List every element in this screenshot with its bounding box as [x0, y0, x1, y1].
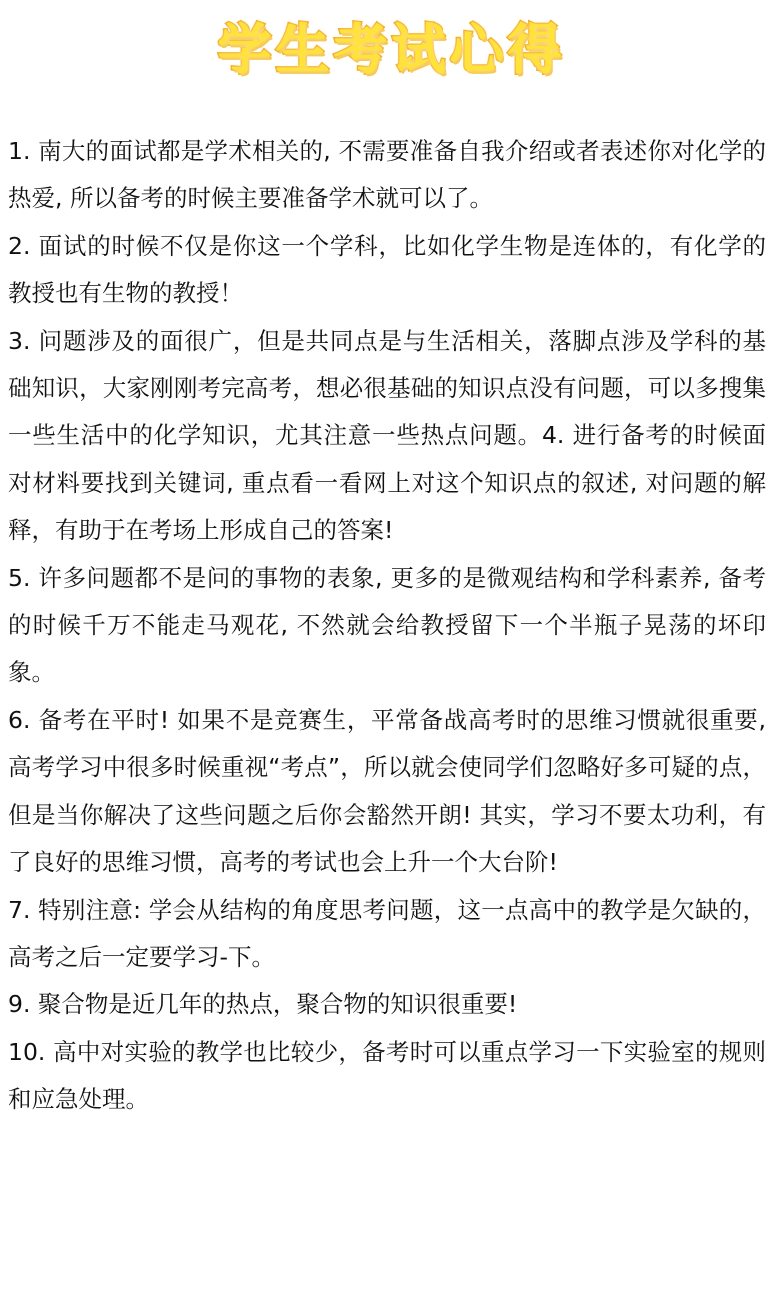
title-banner	[0, 0, 783, 96]
paragraph-10: 10. 高中对实验的教学也比较少，备考时可以重点学习一下实验室的规则和应急处理。	[8, 1037, 766, 1114]
paragraph-1: 1. 南大的面试都是学术相关的, 不需要准备自我介绍或者表述你对化学的热爱, 所以备考的时候主要准备学术就可以了。	[8, 137, 766, 213]
page-title: 学生考试心得	[217, 18, 566, 81]
paragraph-5: 5. 许多问题都不是问的事物的表象, 更多的是微观结构和学科素养, 备考的时候千万不能走马观花, 不然就会给教授留下一个半瓶子晃荡的坏印象。	[8, 563, 766, 687]
paragraph-7: 7. 特别注意: 学会从结构的角度思考问题，这一点高中的教学是欠缺的，高考之后一定要学习-下。	[8, 895, 766, 971]
paragraph-9: 9. 聚合物是近几年的热点，聚合物的知识很重要!	[8, 990, 518, 1019]
paragraph-3: 3. 问题涉及的面很广，但是共同点是与生活相关，落脚点涉及学科的基础知识，大家刚刚考完高考，想必很基础的知识点没有问题，可以多搜集一些生活中的化学知识，尤其注意一些热点问题。4. 进行备考的时候面对材料要找到关键词, 重点看一看网上对这个知识点的叙述, 对问题的解释，有助于在考场上形成自己的答案!	[8, 326, 766, 545]
paragraph-2: 2. 面试的时候不仅是你这一个学科，比如化学生物是连体的，有化学的教授也有生物的教授！	[8, 231, 766, 308]
article-body	[8, 128, 766, 1124]
paragraph-6: 6. 备考在平时! 如果不是竞赛生，平常备战高考时的思维习惯就很重要, 高考学习中很多时候重视“考点”，所以就会使同学们忽略好多可疑的点，但是当你解决了这些问题之后你会豁然开朗! 其实，学习不要太功利，有了良好的思维习惯，高考的考试也会上升一个大台阶!	[8, 705, 766, 877]
